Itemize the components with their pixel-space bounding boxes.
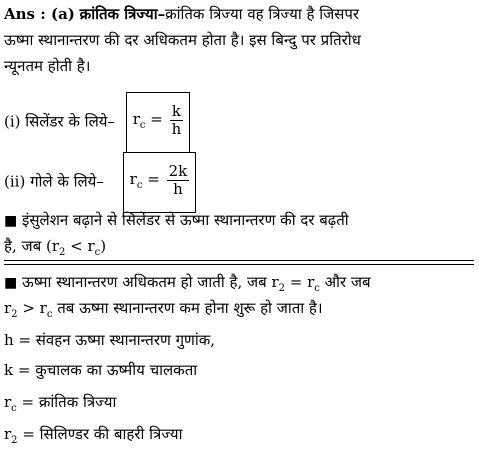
note-1-line-1 — [4, 210, 349, 231]
sphere-formula-box — [123, 152, 197, 213]
definition-text: = सिलिण्डर की बाहरी त्रिज्या — [17, 425, 183, 443]
bullet-square-icon: ■ — [4, 213, 18, 229]
divider-line — [4, 260, 474, 261]
symbol: k — [4, 361, 14, 379]
formula-lhs-sub: c — [139, 120, 146, 131]
answer-label: Ans : (a) — [4, 5, 75, 23]
fraction-numerator: k — [171, 101, 182, 120]
definition-text: = कुचालक का ऊष्मीय चालकता — [13, 361, 198, 379]
definition-text-1: क्रांतिक त्रिज्या वह त्रिज्या है जिसपर — [165, 5, 360, 23]
formula-fraction — [167, 163, 190, 198]
answer-heading-line — [4, 4, 359, 24]
definition-text: = संवहन ऊष्मा स्थानान्तरण गुणांक, — [13, 331, 216, 349]
equals-rc: = r — [285, 273, 315, 291]
symbol-subscript: 2 — [11, 435, 18, 446]
sphere-case — [4, 152, 196, 213]
rc-subscript: c — [314, 283, 320, 294]
definition-rc — [4, 392, 116, 419]
formula-eq: = — [150, 110, 163, 128]
rc-subscript: c — [94, 247, 101, 258]
symbol: r — [4, 393, 12, 411]
fraction-denominator: h — [173, 179, 183, 198]
definition-r2 — [4, 424, 183, 451]
formula-lhs: r — [132, 110, 140, 128]
definition-text: = क्रांतिक त्रिज्या — [16, 393, 117, 411]
r2-subscript: 2 — [59, 247, 66, 258]
symbol-subscript: c — [11, 403, 17, 414]
definition-h — [4, 330, 215, 350]
definition-text-3: न्यूनतम होती है। — [4, 57, 91, 75]
formula-lhs: r — [129, 170, 137, 188]
formula-lhs-sub: c — [136, 180, 143, 191]
note-1-line-2 — [4, 236, 106, 263]
definition-k — [4, 360, 197, 380]
cylinder-formula-box — [126, 92, 191, 153]
note-1-text-2: है, जब (r — [4, 237, 59, 255]
divider-line-2 — [4, 264, 474, 265]
answer-title: क्रांतिक त्रिज्या — [79, 5, 158, 23]
greater-than-rc: > r — [17, 299, 47, 317]
note-2-text-a: ऊष्मा स्थानान्तरण अधिकतम हो जाती है, जब r — [22, 273, 279, 291]
note-1-text-1: इंसुलेशन बढ़ाने से सिलेंडर से ऊष्मा स्थानान्तरण की दर बढ़ती — [22, 211, 349, 229]
definition-text-2: ऊष्मा स्थानान्तरण की दर अधिकतम होता है। इस बिन्दु पर प्रतिरोध — [4, 31, 361, 49]
note-2-text-c: और जब — [319, 273, 371, 291]
close-paren: ) — [100, 237, 107, 255]
fraction-denominator: h — [171, 119, 182, 138]
r2-subscript: 2 — [11, 309, 18, 320]
title-dash: – — [157, 5, 166, 23]
note-2-line-2 — [4, 298, 323, 325]
sphere-case-label: (ii) गोले के लिये– — [4, 172, 104, 191]
bullet-square-icon: ■ — [4, 275, 18, 291]
less-than-rc: < r — [65, 237, 95, 255]
rc-subscript: c — [46, 309, 53, 320]
note-2-text-d: तब ऊष्मा स्थानान्तरण कम होना शुरू हो जाता है। — [52, 299, 323, 317]
symbol: h — [4, 331, 14, 349]
formula-eq: = — [147, 170, 160, 188]
cylinder-case-label: (i) सिलेंडर के लिये– — [4, 112, 115, 131]
formula-fraction — [170, 103, 184, 138]
symbol: r — [4, 425, 12, 443]
cylinder-case — [4, 92, 190, 153]
fraction-numerator: 2k — [168, 161, 188, 180]
r-symbol: r — [4, 299, 12, 317]
r2-subscript: 2 — [278, 283, 286, 294]
note-2-line-1 — [4, 272, 371, 299]
